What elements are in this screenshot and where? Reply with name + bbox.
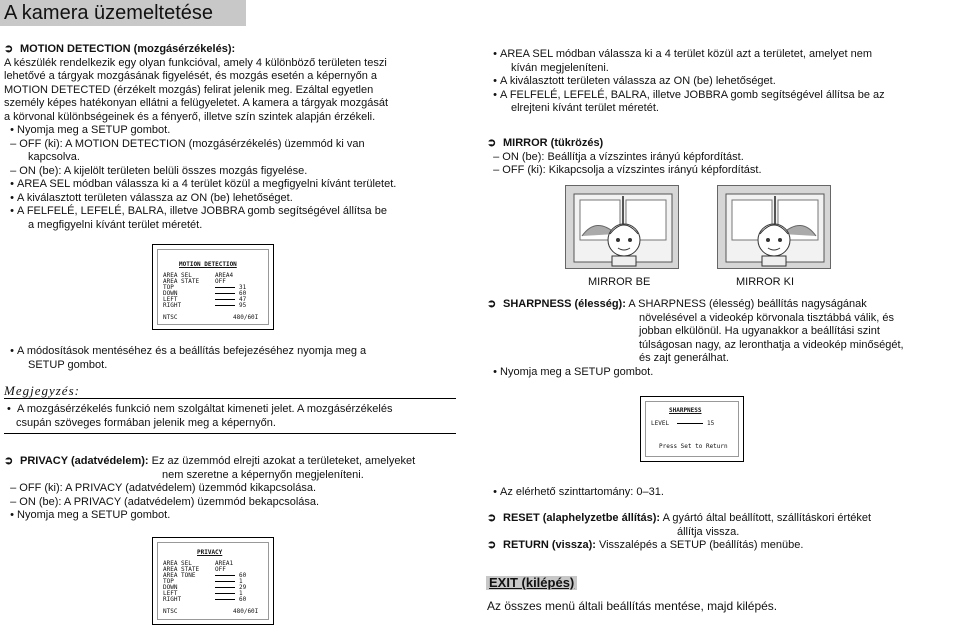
privacy-label: PRIVACY (adatvédelem): (20, 455, 149, 467)
osd-row: AREA SEL AREA1 (163, 560, 234, 567)
osd-row: RIGHT 60 (163, 596, 247, 603)
save-note: • A módosítások mentéséhez és a beállítás befejezéséhez nyomja meg a SETUP gombot. (4, 345, 367, 371)
arrow-icon: ➲ (4, 43, 14, 55)
privacy-section: ➲ PRIVACY (adatvédelem): Ez az üzemmód elrejti azokat a területeket, amelyeket nem szeretne a képernyőn megjeleníteni. – OFF (ki): A PRIVACY (adatvédelem) üzemmód kikapcsolása. – ON (be): A PRIVACY (adatvédelem) üzemmód bekapcsolása. • Nyomja meg a SETUP gombot. (4, 455, 416, 521)
reset-label: RESET (alaphelyzetbe állítás): (503, 512, 661, 524)
osd-row: RIGHT 95 (163, 302, 247, 309)
motion-para-2: lehetővé a tárgyak mozgásának figyelését, és mozgás esetén a képernyőn a (4, 70, 378, 82)
list-item: • Nyomja meg a SETUP gombot. (4, 124, 171, 136)
osd-footer: NTSC 480/60I (163, 314, 259, 321)
osd-footer: Press Set to Return (659, 443, 728, 450)
osd-row: DOWN 29 (163, 584, 247, 591)
mirror-heading: MIRROR (tükrözés) (503, 137, 604, 149)
osd-row: LEVEL 15 (651, 420, 715, 427)
motion-para-3: MOTION DETECTED (érzékelt mozgás) felirat jelenik meg. Ezáltal egyetlen (4, 83, 374, 96)
note-body: • A mozgásérzékelés funkció nem szolgáltat kimeneti jelet. A mozgásérzékelés csupán szöveges formában jelenik meg a képernyőn. (4, 403, 393, 429)
motion-section (4, 43, 454, 232)
osd-row: LEFT 47 (163, 296, 247, 303)
arrow-icon: ➲ (487, 512, 497, 524)
arrow-icon: ➲ (487, 137, 497, 149)
osd-row: AREA STATE OFF (163, 278, 226, 285)
mirror-off-image (717, 185, 831, 269)
arrow-icon: ➲ (487, 298, 497, 310)
sharpness-range: • Az elérhető szinttartomány: 0–31. (487, 486, 664, 498)
list-item: • A FELFELÉ, LEFELÉ, BALRA, illetve JOBBRA gomb segítségével állítsa be (4, 205, 387, 217)
list-item: – OFF (ki): A MOTION DETECTION (mozgásérzékelés) üzemmód ki van (4, 137, 365, 150)
motion-para-4: személy képes hatékonyan ellátni a felügyeletet. A kamera a tárgyak mozgását (4, 97, 388, 109)
mirror-on-caption: MIRROR BE (588, 276, 651, 288)
reset-section: ➲ RESET (alaphelyzetbe állítás): A gyártó által beállított, szállításkori értéket állítja vissza. ➲ RETURN (vissza): Visszalépés a SETUP (beállítás) menübe. (487, 512, 872, 551)
osd-motion-screen (152, 244, 274, 330)
note-divider (4, 433, 456, 434)
osd-row: LEFT 1 (163, 590, 243, 597)
exit-desc: Az összes menü általi beállítás mentése, majd kilépés. (487, 599, 778, 613)
motion-para-1: A készülék rendelkezik egy olyan funkcióval, amely 4 különböző területen teszi (4, 56, 387, 69)
list-item: • AREA SEL módban válassza ki a 4 terület közül a megfigyelni kívánt területet. (4, 178, 397, 190)
list-item: – ON (be): A kijelölt területen belüli összes mozgás figyelése. (4, 164, 308, 177)
osd-title: PRIVACY (197, 549, 223, 556)
osd-footer: NTSC 480/60I (163, 608, 259, 615)
sharpness-section: ➲ SHARPNESS (élesség): A SHARPNESS (élesség) beállítás nagyságának növelésével a videokép körvonala tisztábbá válik, és jobban elkülönül. Ha ugyanakkor a beállítási szint túlságosan nagy, az leronthatja a videokép minőségét, és zajt generálhat. • Nyomja meg a SETUP gombot. (487, 298, 904, 378)
mirror-off-illustration (718, 186, 831, 269)
mirror-on-illustration (566, 186, 679, 269)
list-item: a megfigyelni kívánt terület méretét. (28, 218, 203, 231)
list-item: • A kiválasztott területen válassza az ON (be) lehetőséget. (4, 191, 293, 204)
osd-row: AREA STATE OFF (163, 566, 226, 573)
mirror-on-image (565, 185, 679, 269)
osd-sharpness-screen (640, 396, 744, 462)
arrow-icon: ➲ (487, 539, 497, 551)
sharpness-label: SHARPNESS (élesség): (503, 298, 626, 310)
osd-row: TOP 1 (163, 578, 243, 585)
page-title: A kamera üzemeltetése (0, 0, 246, 26)
motion-heading: ➲ MOTION DETECTION (mozgásérzékelés): (4, 43, 236, 55)
list-item: kapcsolva. (28, 151, 80, 163)
exit-title: EXIT (kilépés) (486, 576, 577, 590)
osd-privacy-screen (152, 537, 274, 625)
osd-row: DOWN 60 (163, 290, 247, 297)
mirror-off-caption: MIRROR KI (736, 276, 795, 288)
arrow-icon: ➲ (4, 455, 14, 467)
note-title: Megjegyzés: (4, 384, 456, 399)
osd-row: AREA SEL AREA4 (163, 272, 234, 279)
osd-title: SHARPNESS (669, 407, 702, 414)
mirror-section: ➲ MIRROR (tükrözés) – ON (be): Beállítja a vízszintes irányú képfordítást. – OFF (ki): Kikapcsolja a vízszintes irányú képfordítást. (487, 137, 762, 176)
return-label: RETURN (vissza): (503, 539, 596, 551)
osd-row: TOP 31 (163, 284, 247, 291)
motion-para-5: a körvonal különbségeinek és a fényerő, illetve szín szintek alapján érzékeli. (4, 110, 376, 123)
osd-title: MOTION DETECTION (179, 261, 237, 268)
privacy-steps: • AREA SEL módban válassza ki a 4 terület közül azt a területet, amelyet nem kíván megjeleníteni. • A kiválasztott területen válassza az ON (be) lehetőséget. • A FELFELÉ, LEFELÉ, BALRA, illetve JOBBRA gomb segítségével állítsa be az elrejteni kívánt terület méretét. (487, 48, 885, 114)
osd-row: AREA TONE 60 (163, 572, 247, 579)
